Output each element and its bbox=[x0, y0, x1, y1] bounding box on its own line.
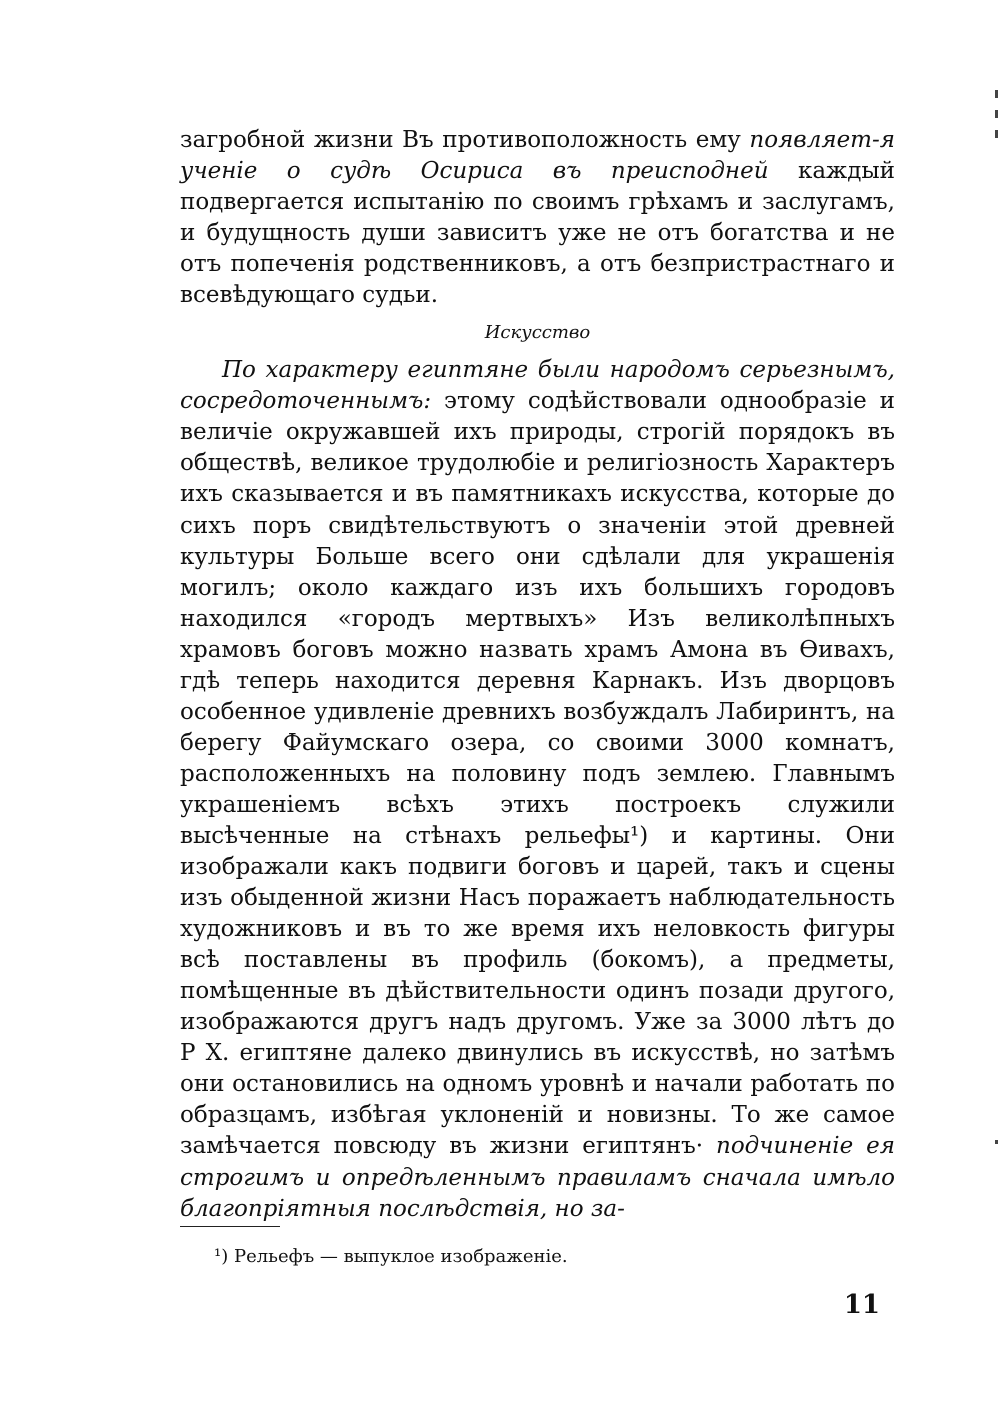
italic-run: подчиненіе ея строгимъ и опредѣленнымъ правиламъ сначала имѣло благопріятныя послѣдствія, но за- bbox=[180, 1133, 895, 1222]
footnote-divider bbox=[180, 1226, 280, 1227]
paragraph-afterlife bbox=[180, 125, 895, 311]
text-run: этому содѣйствовали однообразіе и величіе окружавшей ихъ природы, строгій порядокъ въ обществѣ, великое трудолюбіе и религіозность Характеръ ихъ сказывается и въ памятникахъ искусства, которые до сихъ поръ свидѣтельствуютъ о значеніи этой древней культуры Больше всего они сдѣлали для украшенія могилъ; около каждаго изъ ихъ большихъ городовъ находился «городъ мертвыхъ» Изъ великолѣпныхъ храмовъ боговъ можно назвать храмъ Амона въ Ѳивахъ, гдѣ теперь находится деревня Карнакъ. Изъ дворцовъ особенное удивленіе древнихъ возбуждалъ Лабиринтъ, на берегу Файумскаго озера, со своими 3000 комнатъ, расположенныхъ на половину подъ землею. Главнымъ украшеніемъ всѣхъ этихъ построекъ служили высѣченные на стѣнахъ рельефы¹) и картины. Они изображали какъ подвиги боговъ и царей, такъ и сцены изъ обыденной жизни Насъ поражаетъ наблюдательность художниковъ и въ то же время ихъ неловкость фигуры всѣ поставлены въ профиль (бокомъ), а предметы, помѣщенные въ дѣйствительности одинъ позади другого, изображаются другъ надъ другомъ. Уже за 3000 лѣтъ до Р Х. египтяне далеко двинулись въ искусствѣ, но затѣмъ они остановились на одномъ уровнѣ и начали работать по образцамъ, избѣгая уклоненій и новизны. То же самое замѣчается повсюду въ жизни египтянъ· bbox=[180, 388, 895, 1160]
italic-run: появляет-я ученіе о судѣ Осириса въ преисподней bbox=[180, 127, 895, 185]
body-text bbox=[180, 125, 895, 1225]
text-run: загробной жизни Въ противоположность ему bbox=[180, 127, 750, 153]
scan-edge-mark bbox=[995, 1140, 998, 1144]
scan-edge-mark bbox=[995, 130, 998, 138]
text-run: каждый подвергается испытанію по своимъ грѣхамъ и заслугамъ, и будущность души зависитъ уже не отъ богатства и не отъ попеченія родственниковъ, а отъ безпристрастнаго и всевѣдующаго судьи. bbox=[180, 158, 895, 309]
page-number: 11 bbox=[843, 1290, 880, 1320]
scan-edge-mark bbox=[995, 90, 998, 98]
paragraph-art bbox=[180, 355, 895, 1224]
italic-run: По характеру египтяне были народомъ серьезнымъ, сосредоточеннымъ: bbox=[180, 357, 895, 415]
footnote: ¹) Рельефъ — выпуклое изображеніе. bbox=[214, 1246, 568, 1267]
scan-edge-mark bbox=[995, 110, 998, 118]
section-heading: Искусство bbox=[484, 322, 591, 344]
